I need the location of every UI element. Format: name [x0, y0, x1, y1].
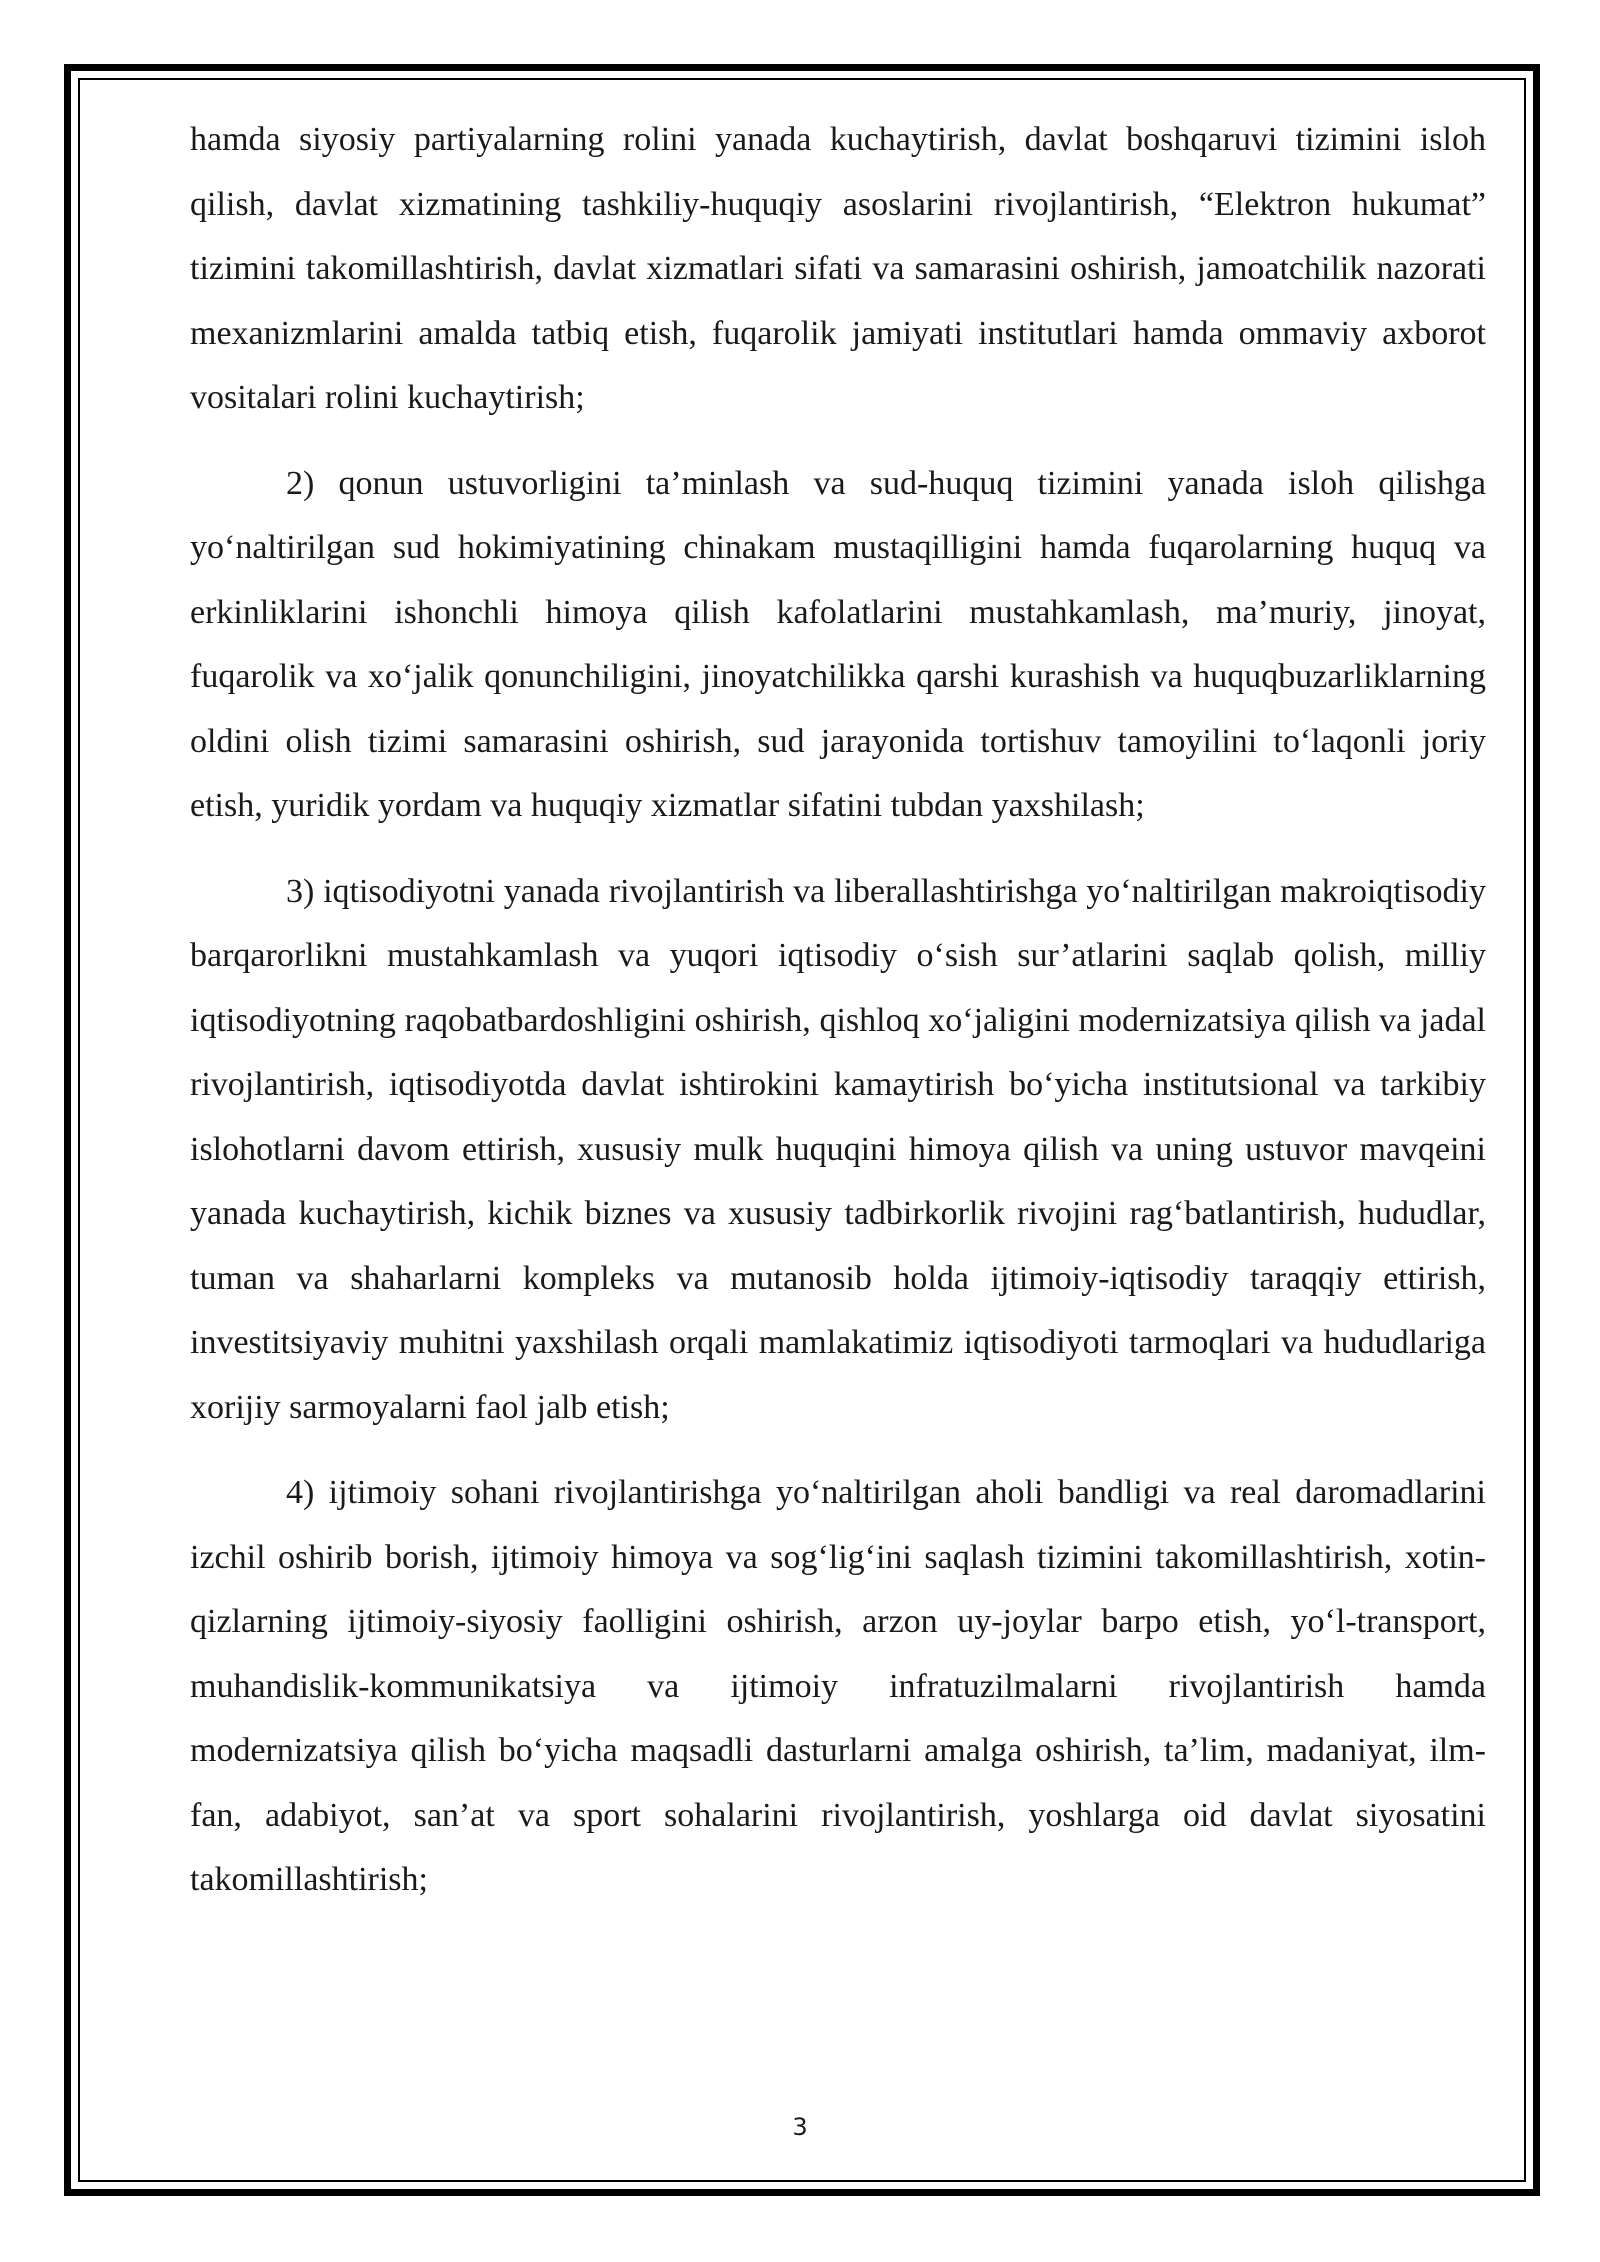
- paragraph-continuation: hamda siyosiy partiyalarning rolini yanada kuchaytirish, davlat boshqaruvi tizimini isloh qilish, davlat xizmatining tashkiliy-huquqiy asoslarini rivojlantirish, “Elektron hukumat” tizimini takomillashtirish, davlat xizmatlari sifati va samarasini oshirish, jamoatchilik nazorati mexanizmlarini amalda tatbiq etish, fuqarolik jamiyati institutlari hamda ommaviy axborot vositalari rolini kuchaytirish;: [190, 121, 1486, 416]
- paragraph-item-2: 2) qonun ustuvorligini ta’minlash va sud-huquq tizimini yanada isloh qilishga yo‘naltirilgan sud hokimiyatining chinakam mustaqilligini hamda fuqarolarning huquq va erkinliklarini ishonchli himoya qilish kafolatlarini mustahkamlash, ma’muriy, jinoyat, fuqarolik va xo‘jalik qonunchiligini, jinoyatchilikka qarshi kurashish va huquqbuzarliklarning oldini olish tizimi samarasini oshirish, sud jarayonida tortishuv tamoyilini to‘laqonli joriy etish, yuridik yordam va huquqiy xizmatlar sifatini tubdan yaxshilash;: [190, 464, 1486, 824]
- paragraph-item-4: 4) ijtimoiy sohani rivojlantirishga yo‘naltirilgan aholi bandligi va real daromadlarini izchil oshirib borish, ijtimoiy himoya va sog‘lig‘ini saqlash tizimini takomillashtirish, xotin-qizlarning ijtimoiy-siyosiy faolligini oshirish, arzon uy-joylar barpo etish, yo‘l-transport, muhandislik-kommunikatsiya va ijtimoiy infratuzilmalarni rivojlantirish hamda modernizatsiya qilish bo‘yicha maqsadli dasturlarni amalga oshirish, ta’lim, madaniyat, ilm-fan, adabiyot, san’at va sport sohalarini rivojlantirish, yoshlarga oid davlat siyosatini takomillashtirish;: [190, 1474, 1486, 1898]
- paragraph-item-3: 3) iqtisodiyotni yanada rivojlantirish va liberallashtirishga yo‘naltirilgan makroiqtisodiy barqarorlikni mustahkamlash va yuqori iqtisodiy o‘sish sur’atlarini saqlab qolish, milliy iqtisodiyotning raqobatbardoshligini oshirish, qishloq xo‘jaligini modernizatsiya qilish va jadal rivojlantirish, iqtisodiyotda davlat ishtirokini kamaytirish bo‘yicha institutsional va tarkibiy islohotlarni davom ettirish, xususiy mulk huquqini himoya qilish va uning ustuvor mavqeini yanada kuchaytirish, kichik biznes va xususiy tadbirkorlik rivojini rag‘batlantirish, hududlar, tuman va shaharlarni kompleks va mutanosib holda ijtimoiy-iqtisodiy taraqqiy ettirish, investitsiyaviy muhitni yaxshilash orqali mamlakatimiz iqtisodiyoti tarmoqlari va hududlariga xorijiy sarmoyalarni faol jalb etish;: [190, 872, 1486, 1426]
- document-body: [190, 108, 1486, 1934]
- page-number: 3: [792, 2113, 808, 2141]
